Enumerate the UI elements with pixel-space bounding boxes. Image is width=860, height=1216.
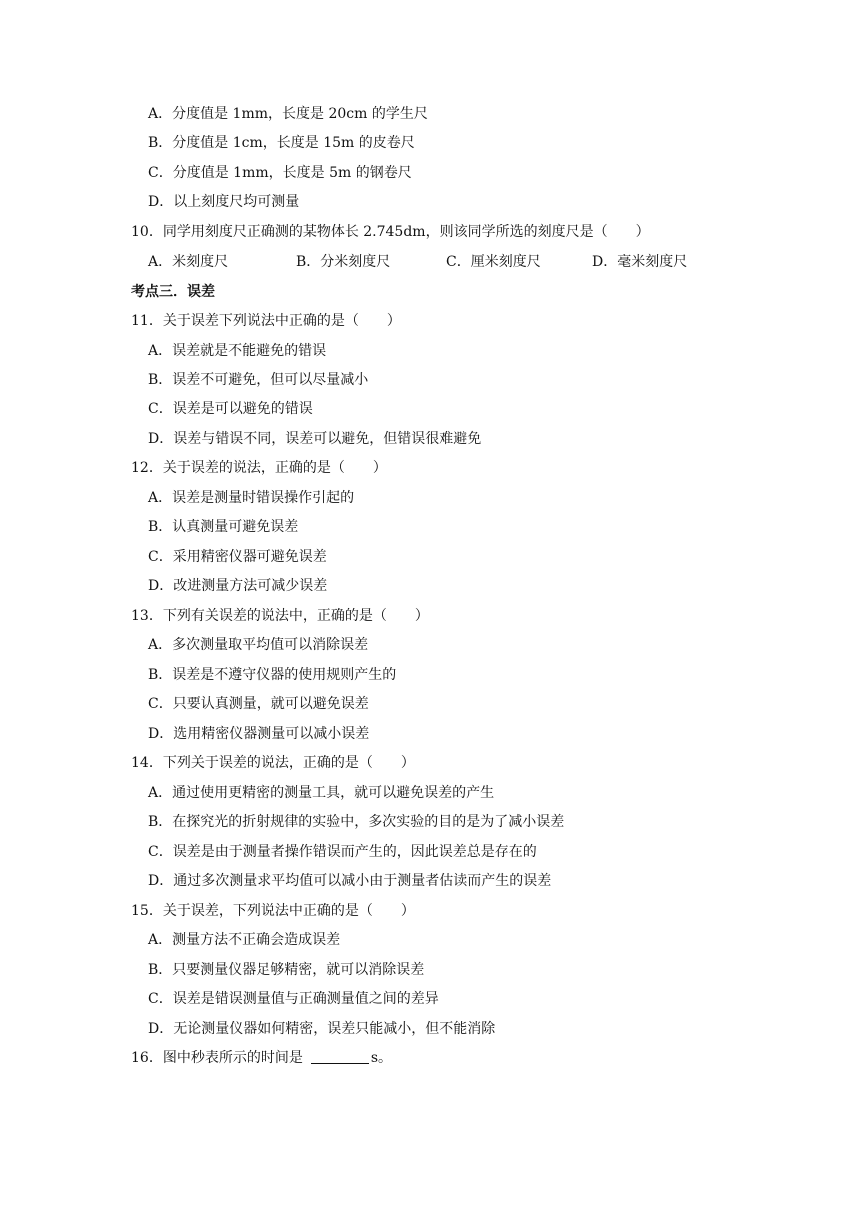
q10-option-c: C．厘米刻度尺	[446, 254, 541, 270]
q12-option-c: C．采用精密仪器可避免误差	[148, 549, 327, 565]
q14-option-a: A．通过使用更精密的测量工具，就可以避免误差的产生	[148, 785, 495, 801]
q13-option-d: D．选用精密仪器测量可以减小误差	[148, 726, 370, 742]
q10-option-d: D．毫米刻度尺	[592, 254, 688, 270]
q15-option-a: A．测量方法不正确会造成误差	[148, 932, 341, 948]
q12-option-d: D．改进测量方法可减少误差	[148, 578, 328, 594]
q9-option-d: D．以上刻度尺均可测量	[148, 194, 300, 210]
q9-option-b: B．分度值是 1cm，长度是 15m 的皮卷尺	[148, 135, 415, 151]
q11-option-b: B．误差不可避免，但可以尽量减小	[148, 372, 369, 388]
q14-option-c: C．误差是由于测量者操作错误而产生的，因此误差总是存在的	[148, 844, 537, 860]
q9-option-c: C．分度值是 1mm，长度是 5m 的钢卷尺	[148, 165, 412, 181]
q11-option-c: C．误差是可以避免的错误	[148, 401, 313, 417]
q15-option-d: D．无论测量仪器如何精密，误差只能减小，但不能消除	[148, 1021, 496, 1037]
q11-option-a: A．误差就是不能避免的错误	[148, 343, 327, 359]
section-heading-error: 考点三．误差	[131, 284, 215, 300]
q15-option-c: C．误差是错误测量值与正确测量值之间的差异	[148, 991, 439, 1007]
q16-stem	[131, 1048, 392, 1068]
q15-stem: 15．关于误差，下列说法中正确的是（ ）	[131, 903, 415, 919]
q15-option-b: B．只要测量仪器足够精密，就可以消除误差	[148, 962, 425, 978]
q13-option-a: A．多次测量取平均值可以消除误差	[148, 637, 369, 653]
q12-option-b: B．认真测量可避免误差	[148, 519, 299, 535]
q13-option-b: B．误差是不遵守仪器的使用规则产生的	[148, 667, 397, 683]
q14-option-d: D．通过多次测量求平均值可以减小由于测量者估读而产生的误差	[148, 873, 552, 889]
q10-option-b: B．分米刻度尺	[296, 254, 391, 270]
q14-stem: 14．下列关于误差的说法，正确的是（ ）	[131, 755, 415, 771]
q10-stem: 10．同学用刻度尺正确测的某物体长 2.745dm，则该同学所选的刻度尺是（ ）	[131, 224, 650, 240]
q11-option-d: D．误差与错误不同，误差可以避免，但错误很难避免	[148, 431, 482, 447]
q16-stem-text: 16．图中秒表所示的时间是	[131, 1050, 303, 1066]
q10-option-a: A．米刻度尺	[148, 254, 229, 270]
q13-option-c: C．只要认真测量，就可以避免误差	[148, 696, 369, 712]
q13-stem: 13．下列有关误差的说法中，正确的是（ ）	[131, 608, 429, 624]
q11-stem: 11．关于误差下列说法中正确的是（ ）	[131, 313, 401, 329]
q16-answer-blank	[311, 1049, 369, 1064]
q12-stem: 12．关于误差的说法，正确的是（ ）	[131, 460, 387, 476]
q16-unit: s。	[370, 1050, 393, 1066]
q14-option-b: B．在探究光的折射规律的实验中，多次实验的目的是为了减小误差	[148, 814, 565, 830]
q12-option-a: A．误差是测量时错误操作引起的	[148, 490, 355, 506]
q9-option-a: A．分度值是 1mm，长度是 20cm 的学生尺	[148, 106, 428, 122]
